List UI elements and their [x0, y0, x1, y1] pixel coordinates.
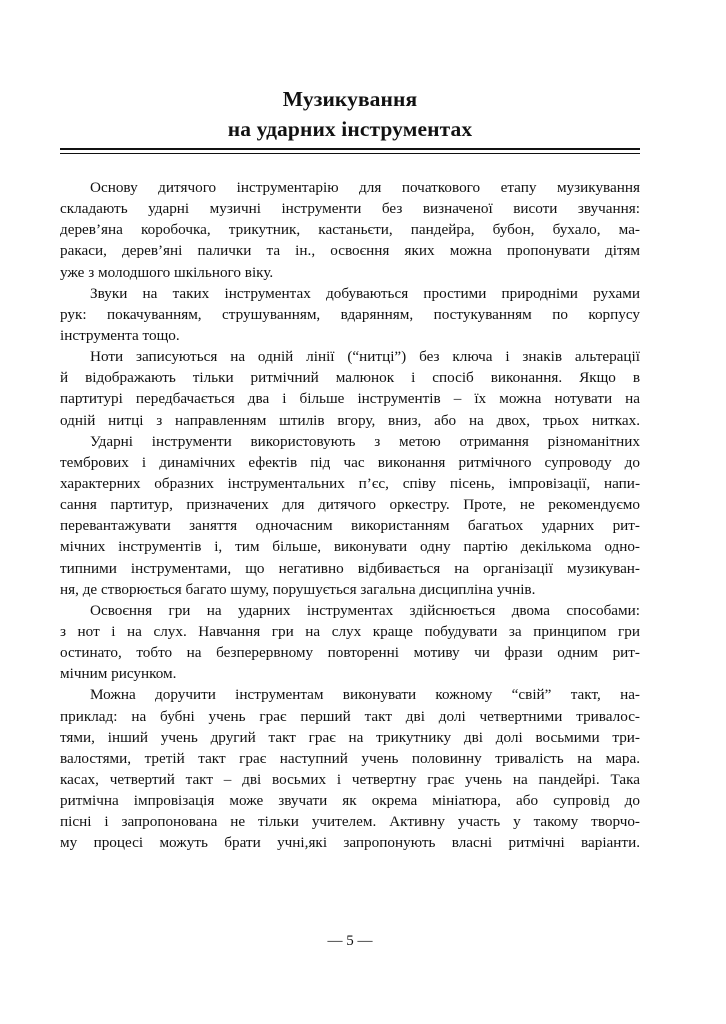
- paragraph-line: одній нитці з направленням штилів вгору, вниз, або на двох, трьох нитках.: [60, 411, 640, 429]
- divider-thick-line: [60, 148, 640, 150]
- paragraph-line: рук: покачуванням, струшуванням, вдарянням, постукуванням по корпусу: [60, 305, 640, 323]
- paragraph-line: Ударні інструменти використовують з метою отримання різноманітних: [90, 432, 640, 450]
- paragraph-line: ня, де створюється багато шуму, порушується загальна дисципліна учнів.: [60, 580, 536, 598]
- page-title: [60, 84, 640, 144]
- paragraph-line: Освоєння гри на ударних інструментах здійснюється двома способами:: [90, 601, 640, 619]
- paragraph: [60, 283, 640, 346]
- paragraph-line: мічних інструментів і, тим більше, виконувати одну партію декількома одно-: [60, 538, 640, 556]
- paragraph: [60, 600, 640, 685]
- paragraph-line: остинато, тобто на безперервному повторенні мотиву чи фрази одним рит-: [60, 644, 640, 662]
- paragraph-line: тями, інший учень другий такт грає на трикутнику дві долі восьмими три-: [60, 728, 640, 746]
- paragraph-line: Можна доручити інструментам виконувати кожному “свій” такт, на-: [90, 686, 640, 704]
- paragraph-line: Звуки на таких інструментах добуваються простими природніми рухами: [90, 284, 640, 302]
- paragraph: [60, 177, 640, 283]
- paragraph-line: му процесі можуть брати учні,які запропонують власні ритмічні варіанти.: [60, 834, 640, 852]
- paragraph: [60, 684, 640, 853]
- title-divider: [60, 148, 640, 156]
- paragraph-line: типними інструментами, що негативно відбивається на організації музикуван-: [60, 559, 640, 577]
- paragraph-line: ритмічна імпровізація може звучати як окрема мініатюра, або супровід до: [60, 792, 640, 810]
- paragraph-line: Основу дитячого інструментарію для початкового етапу музикування: [90, 179, 640, 196]
- divider-thin-line: [60, 153, 640, 154]
- paragraph-line: перевантажувати заняття одночасним використанням багатьох ударних рит-: [60, 517, 640, 535]
- paragraph-line: складають ударні музичні інструменти без визначеної висоти звучання:: [60, 200, 640, 218]
- paragraph-line: пісні і запропонована не тільки учителем. Активну участь у такому творчо-: [60, 813, 640, 831]
- paragraph-line: ракаси, дерев’яні палички та ін., освоєння яких можна пропонувати дітям: [60, 242, 640, 260]
- paragraph-line: касах, четвертий такт – дві восьмих і четвертну грає учень на пандейрі. Така: [60, 770, 640, 788]
- paragraph: [60, 431, 640, 600]
- paragraph-line: приклад: на бубні учень грає перший такт дві долі четвертними тривалос-: [60, 707, 640, 725]
- paragraph-line: валостями, третій такт грає наступний учень половинну тривалість на мара.: [60, 749, 640, 767]
- paragraph-line: партитурі передбачається два і більше інструментів – їх можна нотувати на: [60, 390, 640, 408]
- paragraph-line: й відображають тільки ритмічний малюнок і спосіб виконання. Якщо в: [60, 369, 640, 387]
- title-line-2: на ударних інструментах: [227, 117, 473, 141]
- paragraph-line: з нот і на слух. Навчання гри на слух краще побудувати за принципом гри: [60, 622, 640, 640]
- paragraph-line: дерев’яна коробочка, трикутник, кастаньєти, пандейра, бубон, бухало, ма-: [60, 221, 640, 239]
- paragraph-line: інструмента тощо.: [60, 326, 180, 344]
- paragraph-line: мічним рисунком.: [60, 665, 177, 683]
- paragraph-line: характерних образних інструментальних п’єс, співу пісень, імпровізації, напи-: [60, 474, 640, 492]
- paragraph-line: сання партитур, призначених для дитячого оркестру. Проте, не рекомендуємо: [60, 496, 640, 514]
- paragraph-line: Ноти записуються на одній лінії (“нитці”) без ключа і знаків альтерації: [90, 348, 640, 366]
- title-line-1: Музикування: [282, 87, 418, 111]
- paragraph-line: тембрових і динамічних ефектів під час виконання ритмічного супроводу до: [60, 453, 640, 471]
- body-text: [60, 177, 640, 854]
- page-number: — 5 —: [327, 933, 373, 949]
- paragraph-line: уже з молодшого шкільного віку.: [60, 263, 274, 281]
- paragraph: [60, 346, 640, 431]
